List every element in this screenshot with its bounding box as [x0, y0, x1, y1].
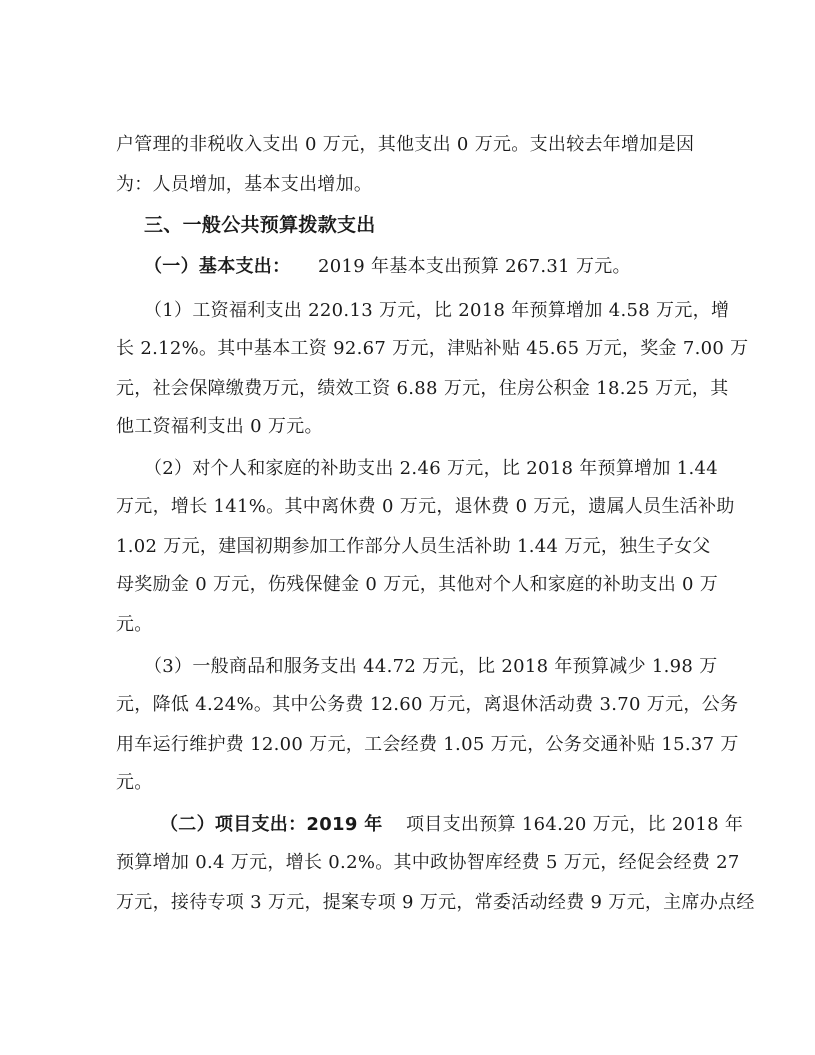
paragraph-line: 户管理的非税收入支出 0 万元，其他支出 0 万元。支出较去年增加是因 [116, 134, 695, 155]
paragraph-line: 1.02 万元，建国初期参加工作部分人员生活补助 1.44 万元，独生子女父 [116, 536, 711, 557]
paragraph-line: （1）工资福利支出 220.13 万元，比 2018 年预算增加 4.58 万元，增 [144, 300, 730, 321]
paragraph-line: 母奖励金 0 万元，伤残保健金 0 万元，其他对个人和家庭的补助支出 0 万 [116, 574, 719, 595]
paragraph-line: 预算增加 0.4 万元，增长 0.2%。其中政协智库经费 5 万元，经促会经费 27 [116, 852, 740, 873]
paragraph-line: 万元，增长 141%。其中离休费 0 万元，退休费 0 万元，遗属人员生活补助 [116, 496, 735, 517]
paragraph-line: 元。 [116, 614, 153, 635]
paragraph-line: 他工资福利支出 0 万元。 [116, 416, 323, 437]
section-heading: 三、一般公共预算拨款支出 [144, 214, 376, 236]
paragraph-line: 万元，接待专项 3 万元，提案专项 9 万元，常委活动经费 9 万元，主席办点经 [116, 892, 755, 913]
paragraph-line: 项目支出预算 164.20 万元，比 2018 年 [406, 814, 744, 835]
paragraph-line: 用车运行维护费 12.00 万元，工会经费 1.05 万元，公务交通补贴 15.37 万 [116, 734, 739, 755]
paragraph-line: 长 2.12%。其中基本工资 92.67 万元，津贴补贴 45.65 万元，奖金 7.00 万 [116, 338, 749, 359]
paragraph-line: （3）一般商品和服务支出 44.72 万元，比 2018 年预算减少 1.98 万 [144, 656, 718, 677]
paragraph-line: 元，社会保障缴费万元，绩效工资 6.88 万元，住房公积金 18.25 万元，其 [116, 378, 729, 399]
paragraph-line: （2）对个人和家庭的补助支出 2.46 万元，比 2018 年预算增加 1.44 [144, 458, 719, 479]
subsection-heading: （二）项目支出：2019 年 [160, 814, 383, 835]
paragraph-line: 元。 [116, 772, 153, 793]
paragraph-line: 为：人员增加，基本支出增加。 [116, 174, 373, 195]
subsection-heading: （一）基本支出： [144, 256, 291, 277]
paragraph-line: 2019 年基本支出预算 267.31 万元。 [318, 256, 631, 277]
paragraph-line: 元，降低 4.24%。其中公务费 12.60 万元，离退休活动费 3.70 万元，公务 [116, 694, 739, 715]
